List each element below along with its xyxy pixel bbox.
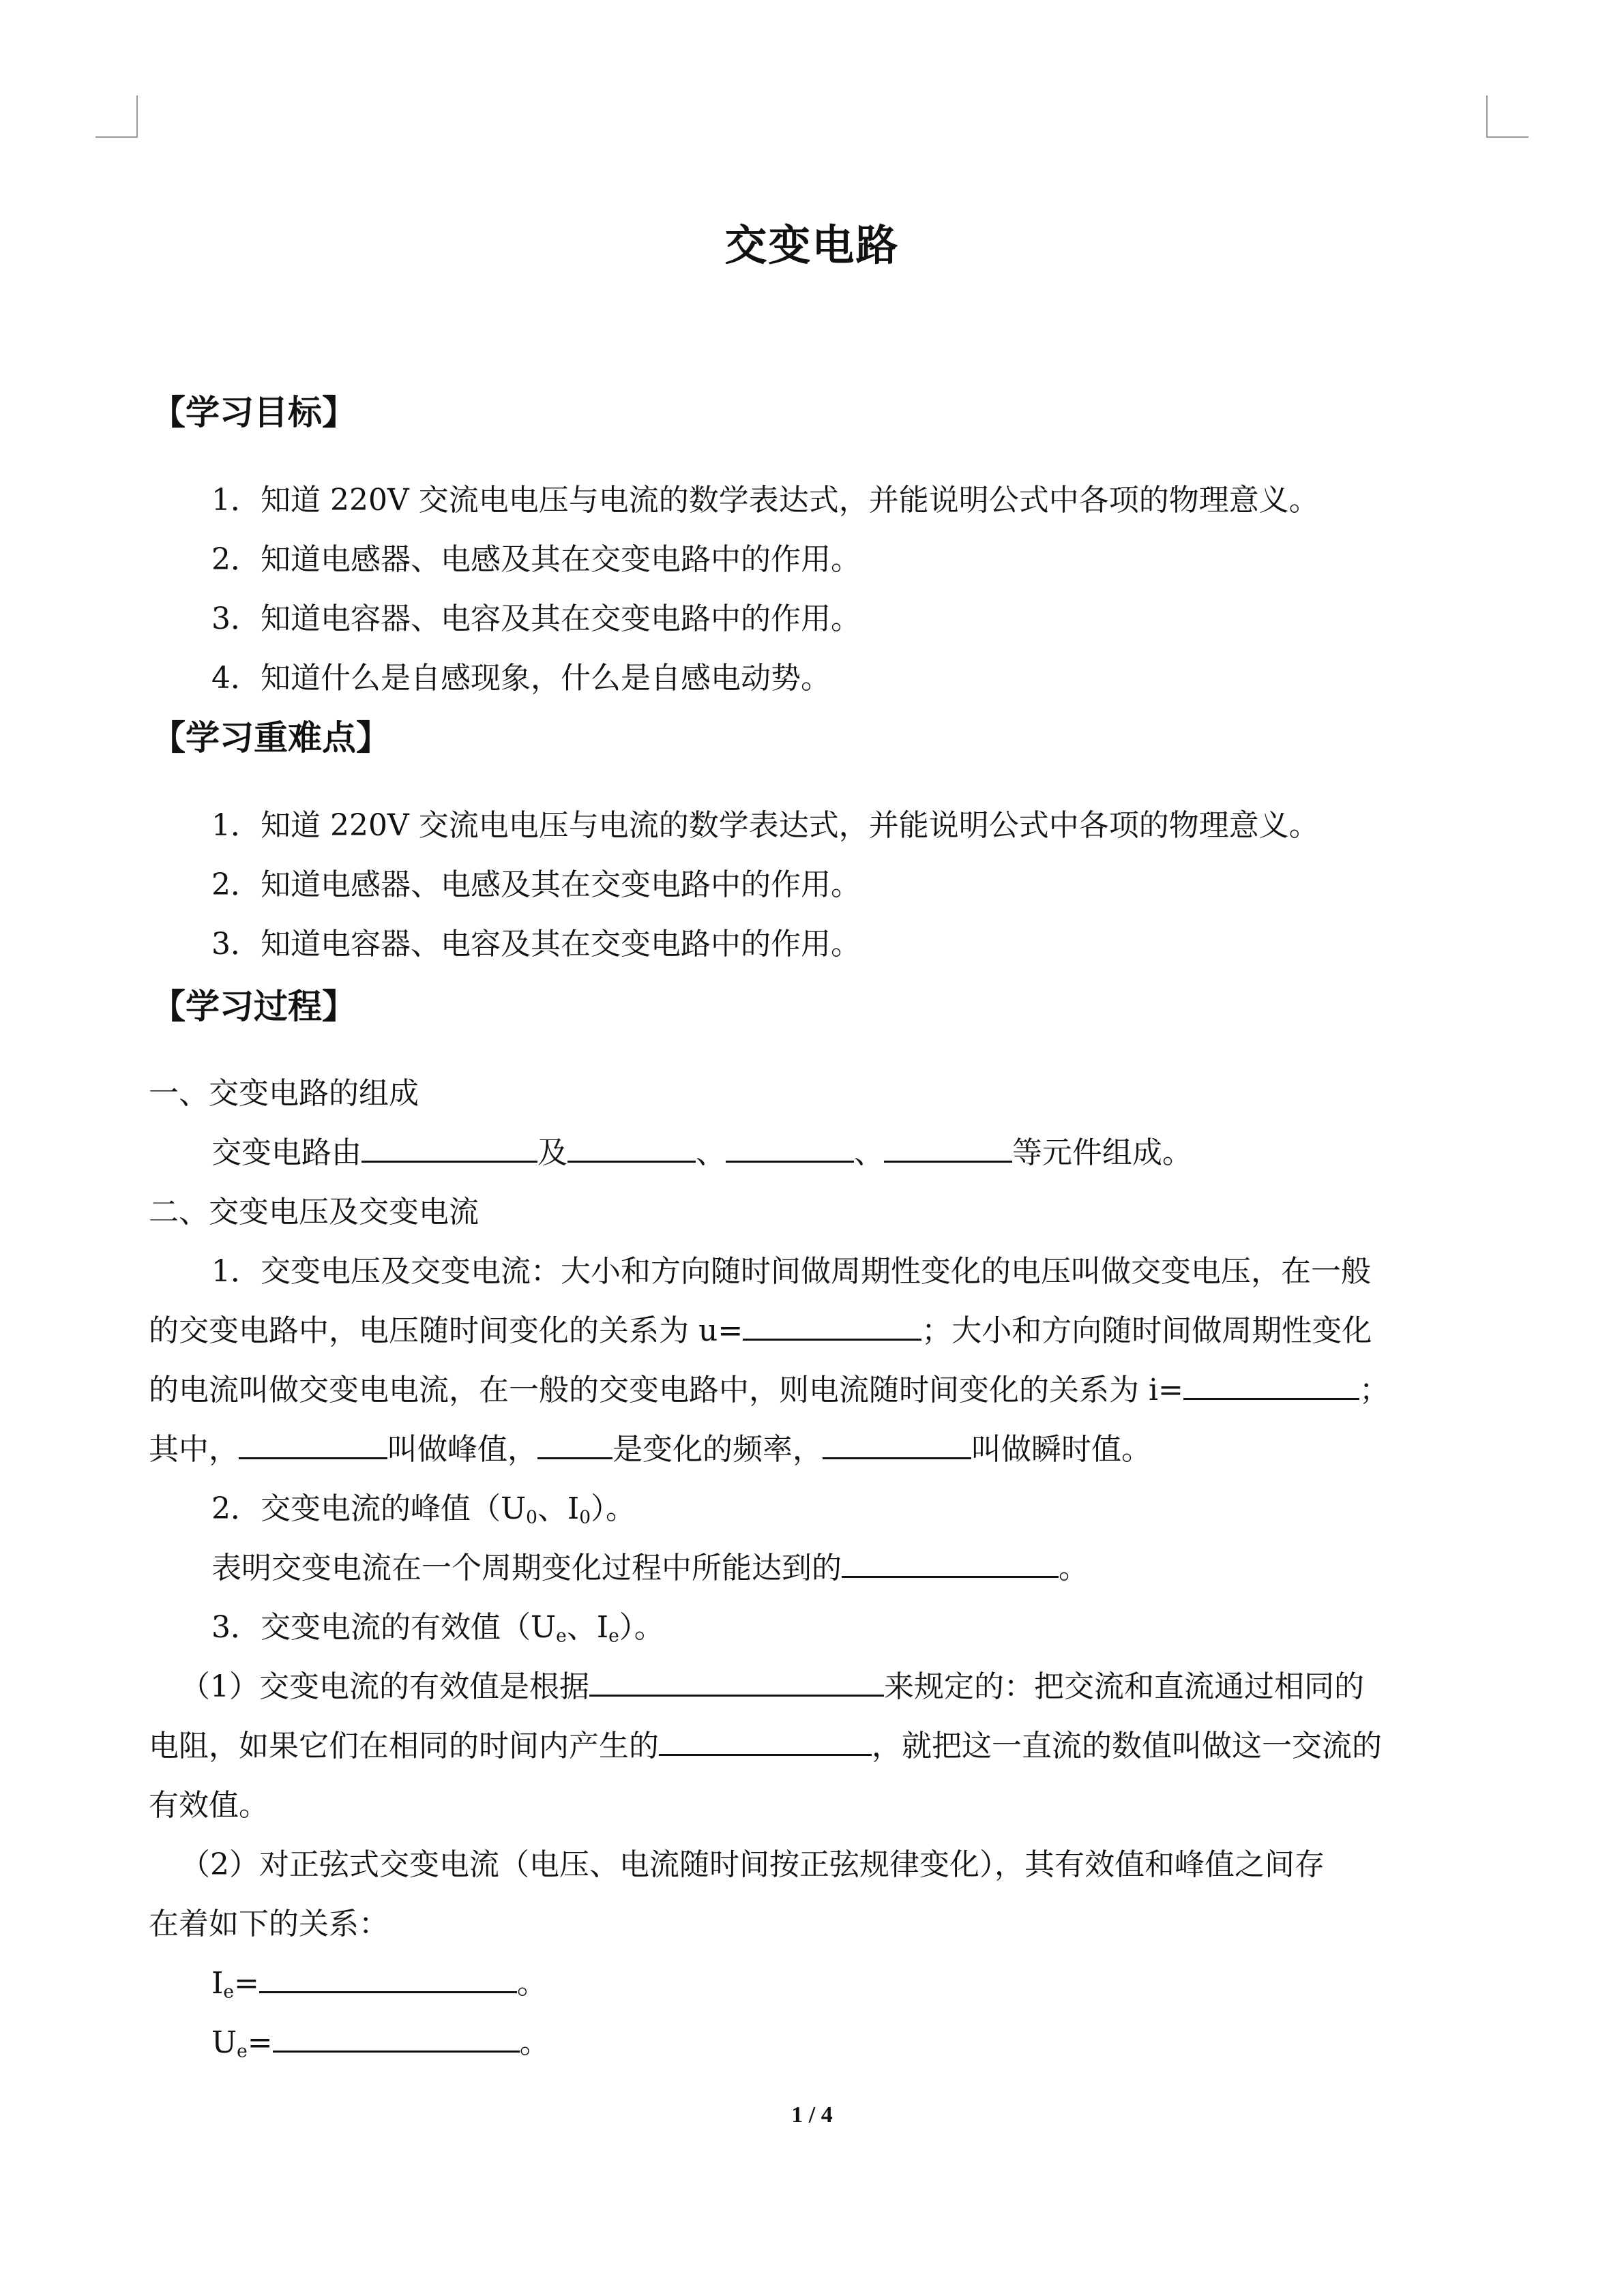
- fill-blank[interactable]: [743, 1307, 921, 1341]
- fill-blank[interactable]: [361, 1129, 537, 1163]
- goal-item-2: 2．知道电感器、电感及其在交变电路中的作用。: [211, 542, 861, 577]
- fill-blank[interactable]: [1183, 1367, 1359, 1400]
- p3-1-line-1: （1）交变电流的有效值是根据 来规定的：把交流和直流通过相同的: [180, 1662, 1364, 1705]
- p3-title: 3．交变电流的有效值（$U_e$、$I_e$）。: [211, 1610, 664, 1647]
- ue-formula: $U_e=$ 。: [211, 2018, 550, 2062]
- page-number: 1 / 4: [791, 2102, 833, 2128]
- p3-1-line-3: 有效值。: [149, 1788, 269, 1823]
- goal-item-4: 4．知道什么是自感现象，什么是自感电动势。: [211, 661, 831, 696]
- crop-mark-top-right: [1486, 95, 1529, 138]
- key-point-item-3: 3．知道电容器、电容及其在交变电路中的作用。: [211, 927, 861, 961]
- part2-title: 二、交变电压及交变电流: [149, 1195, 479, 1229]
- key-point-item-1: 1．知道 220V 交流电电压与电流的数学表达式，并能说明公式中各项的物理意义。: [211, 808, 1319, 843]
- goal-item-3: 3．知道电容器、电容及其在交变电路中的作用。: [211, 601, 861, 636]
- fill-blank[interactable]: [659, 1723, 872, 1756]
- fill-blank[interactable]: [726, 1129, 854, 1163]
- p1-line-1: 1．交变电压及交变电流：大小和方向随时间做周期性变化的电压叫做交变电压，在一般: [211, 1254, 1371, 1289]
- p1-line-2: 的交变电路中，电压随时间变化的关系为 u= ；大小和方向随时间做周期性变化: [149, 1306, 1372, 1350]
- fill-blank[interactable]: [823, 1426, 971, 1459]
- fill-blank[interactable]: [239, 1426, 387, 1459]
- fill-blank[interactable]: [589, 1663, 884, 1697]
- part1-title: 一、交变电路的组成: [149, 1076, 419, 1111]
- p1-line-3: 的电流叫做交变电电流，在一般的交变电路中，则电流随时间变化的关系为 i= ；: [149, 1365, 1389, 1409]
- key-point-item-2: 2．知道电感器、电感及其在交变电路中的作用。: [211, 867, 861, 902]
- heading-key-points: 【学习重难点】: [151, 718, 390, 758]
- page-title: 交变电路: [724, 220, 900, 270]
- heading-goals: 【学习目标】: [151, 393, 356, 432]
- fill-blank[interactable]: [273, 2019, 520, 2053]
- heading-process: 【学习过程】: [151, 987, 356, 1026]
- crop-mark-top-left: [95, 95, 138, 138]
- fill-blank[interactable]: [567, 1129, 696, 1163]
- p2-title: 2．交变电流的峰值（$U_0$、$I_0$）。: [211, 1491, 636, 1528]
- p1-line-4: 其中， 叫做峰值， 是变化的频率， 叫做瞬时值。: [149, 1425, 1151, 1468]
- p3-1-line-2: 电阻，如果它们在相同的时间内产生的 ，就把这一直流的数值叫做这一交流的: [149, 1721, 1382, 1765]
- p2-text: 表明交变电流在一个周期变化过程中所能达到的 。: [211, 1543, 1089, 1587]
- p3-2-line-2: 在着如下的关系：: [149, 1907, 389, 1941]
- fill-blank[interactable]: [259, 1960, 517, 1993]
- part1-text: 交变电路由 及 、 、 等元件组成。: [211, 1128, 1192, 1172]
- fill-blank[interactable]: [537, 1426, 612, 1459]
- goal-item-1: 1．知道 220V 交流电电压与电流的数学表达式，并能说明公式中各项的物理意义。: [211, 483, 1319, 518]
- ie-formula: $I_e=$ 。: [211, 1958, 547, 2003]
- fill-blank[interactable]: [884, 1129, 1012, 1163]
- fill-blank[interactable]: [842, 1545, 1059, 1578]
- p3-2-line-1: （2）对正弦式交变电流（电压、电流随时间按正弦规律变化），其有效值和峰值之间存: [180, 1847, 1325, 1882]
